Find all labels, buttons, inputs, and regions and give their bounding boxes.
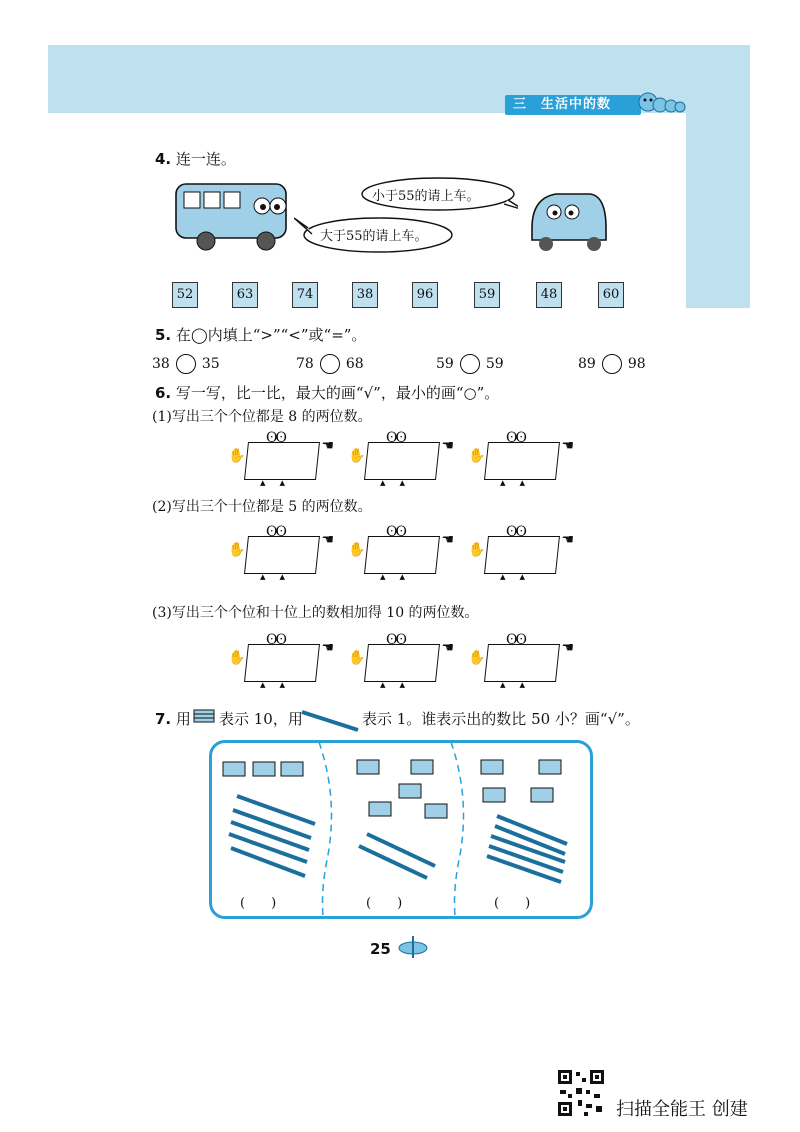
answer-card[interactable]: ʘʘ ✋ ☚ ▴▴	[468, 430, 574, 489]
page-number: 25	[370, 940, 391, 958]
answer-circle[interactable]	[460, 354, 480, 374]
q6-sub2: (2)写出三个十位都是 5 的两位数。	[152, 499, 372, 515]
q6-sub3: (3)写出三个个位和十位上的数相加得 10 的两位数。	[152, 605, 479, 621]
answer-card[interactable]: ʘʘ ✋ ☚ ▴▴	[228, 430, 334, 489]
answer-circle[interactable]	[602, 354, 622, 374]
number-card: 38	[344, 274, 384, 310]
scanner-watermark: 扫描全能王 创建	[616, 1099, 748, 1120]
car-icon	[526, 188, 610, 252]
stick-icon	[300, 708, 362, 734]
chapter-label: 三 生活中的数	[505, 95, 641, 115]
qr-code-icon	[556, 1068, 606, 1118]
answer-card[interactable]: ʘʘ ✋ ☚ ▴▴	[468, 524, 574, 583]
compare-item: 59 59	[436, 356, 504, 372]
number-card: 59	[466, 274, 506, 310]
number-card: 52	[164, 274, 204, 310]
q7-text-c: 表示 1。谁表示出的数比 50 小？画“√”。	[362, 710, 640, 728]
compare-item: 78 68	[296, 356, 364, 372]
caterpillar-icon	[636, 86, 688, 116]
bubble-small-text: 小于55的请上车。	[372, 189, 480, 204]
q5-title: 5. 在◯内填上“>”“<”或“=”。	[155, 326, 367, 344]
answer-card[interactable]: ʘʘ ✋ ☚ ▴▴	[468, 632, 574, 691]
answer-card[interactable]: ʘʘ ✋ ☚ ▴▴	[228, 524, 334, 583]
answer-card[interactable]: ʘʘ ✋ ☚ ▴▴	[348, 430, 454, 489]
answer-paren-1[interactable]: ( )	[240, 896, 277, 911]
q7-text-b: 表示 10，用	[219, 710, 303, 728]
compare-item: 89 98	[578, 356, 646, 372]
number-card: 63	[224, 274, 264, 310]
number-card: 60	[590, 274, 630, 310]
answer-card[interactable]: ʘʘ ✋ ☚ ▴▴	[348, 524, 454, 583]
answer-circle[interactable]	[320, 354, 340, 374]
plane-icon	[396, 934, 430, 958]
answer-circle[interactable]	[176, 354, 196, 374]
bus-icon	[172, 178, 298, 254]
bundle-icon	[192, 704, 218, 726]
compare-item: 38 35	[152, 356, 220, 372]
answer-card[interactable]: ʘʘ ✋ ☚ ▴▴	[228, 632, 334, 691]
answer-paren-3[interactable]: ( )	[494, 896, 531, 911]
q7-title: 7. 用	[155, 710, 191, 728]
number-card: 74	[284, 274, 324, 310]
q6-title: 6. 写一写，比一比，最大的画“√”，最小的画“○”。	[155, 384, 500, 402]
side-band	[686, 113, 750, 308]
q4-title: 4. 连一连。	[155, 150, 236, 168]
bubble-big-text: 大于55的请上车。	[320, 229, 428, 244]
number-card: 96	[404, 274, 444, 310]
q6-sub1: (1)写出三个个位都是 8 的两位数。	[152, 409, 372, 425]
number-card: 48	[528, 274, 568, 310]
answer-card[interactable]: ʘʘ ✋ ☚ ▴▴	[348, 632, 454, 691]
answer-paren-2[interactable]: ( )	[366, 896, 403, 911]
